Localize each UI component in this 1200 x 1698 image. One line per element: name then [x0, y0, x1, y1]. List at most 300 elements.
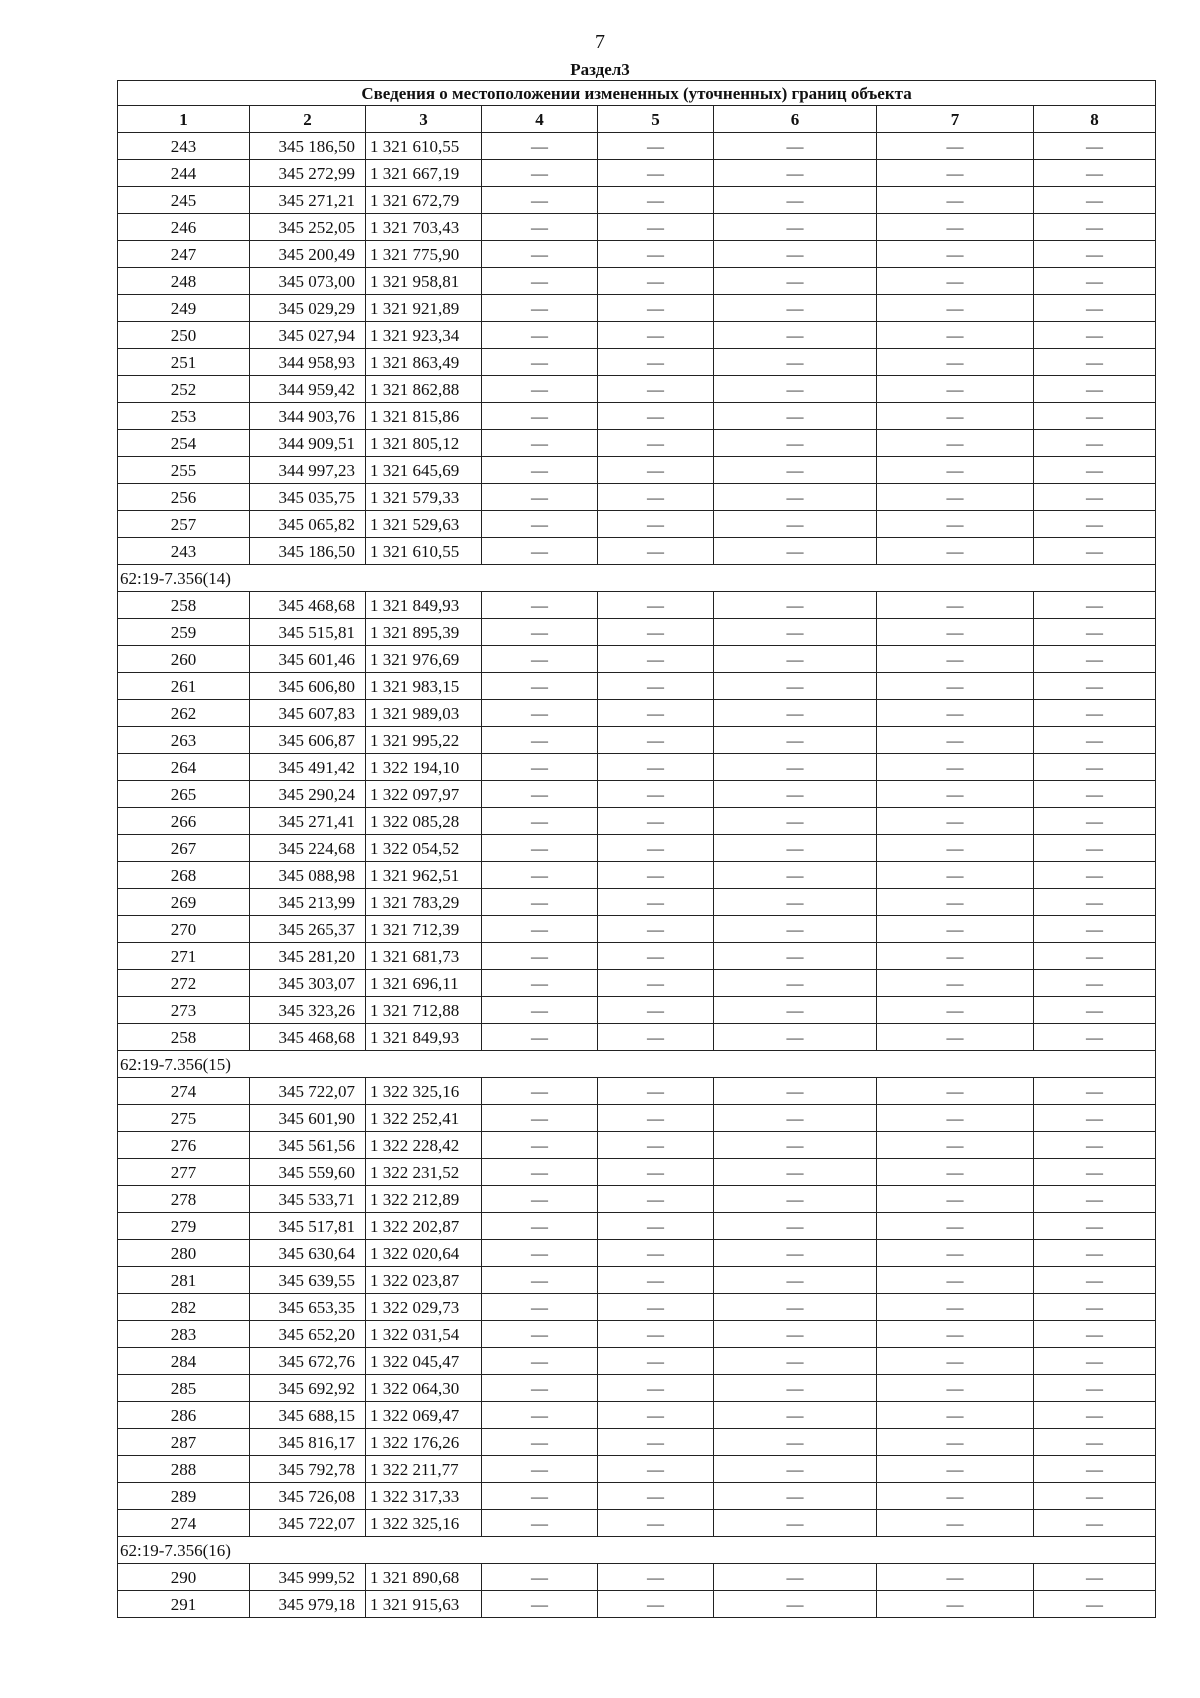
point-number-cell: 268 — [118, 862, 250, 889]
x-coordinate-cell: 345 607,83 — [250, 700, 366, 727]
point-number-cell: 258 — [118, 592, 250, 619]
y-coordinate-cell: 1 321 976,69 — [366, 646, 482, 673]
empty-value-dash: — — [877, 1294, 1034, 1321]
column-header-row — [118, 106, 1156, 133]
empty-value-dash: — — [482, 727, 598, 754]
empty-value-dash: — — [877, 997, 1034, 1024]
table-row — [118, 1186, 1156, 1213]
empty-value-dash: — — [877, 1186, 1034, 1213]
point-number-cell: 259 — [118, 619, 250, 646]
column-header: 5 — [598, 106, 714, 133]
empty-value-dash: — — [1034, 349, 1156, 376]
empty-value-dash: — — [598, 1321, 714, 1348]
empty-value-dash: — — [598, 1078, 714, 1105]
empty-value-dash: — — [877, 268, 1034, 295]
x-coordinate-cell: 345 213,99 — [250, 889, 366, 916]
empty-value-dash: — — [598, 1024, 714, 1051]
empty-value-dash: — — [877, 1159, 1034, 1186]
empty-value-dash: — — [482, 484, 598, 511]
empty-value-dash: — — [598, 862, 714, 889]
empty-value-dash: — — [482, 808, 598, 835]
empty-value-dash: — — [877, 1429, 1034, 1456]
empty-value-dash: — — [714, 592, 877, 619]
table-row — [118, 511, 1156, 538]
point-number-cell: 275 — [118, 1105, 250, 1132]
table-row — [118, 295, 1156, 322]
y-coordinate-cell: 1 321 890,68 — [366, 1564, 482, 1591]
empty-value-dash: — — [877, 970, 1034, 997]
empty-value-dash: — — [482, 1240, 598, 1267]
point-number-cell: 258 — [118, 1024, 250, 1051]
section-title: Раздел3 — [570, 60, 630, 79]
empty-value-dash: — — [877, 1348, 1034, 1375]
empty-value-dash: — — [482, 1510, 598, 1537]
table-row — [118, 1402, 1156, 1429]
empty-value-dash: — — [714, 538, 877, 565]
point-number-cell: 263 — [118, 727, 250, 754]
table-row — [118, 1240, 1156, 1267]
y-coordinate-cell: 1 322 023,87 — [366, 1267, 482, 1294]
table-row — [118, 1105, 1156, 1132]
y-coordinate-cell: 1 322 054,52 — [366, 835, 482, 862]
empty-value-dash: — — [598, 538, 714, 565]
empty-value-dash: — — [877, 295, 1034, 322]
x-coordinate-cell: 345 653,35 — [250, 1294, 366, 1321]
empty-value-dash: — — [1034, 1267, 1156, 1294]
x-coordinate-cell: 345 979,18 — [250, 1591, 366, 1618]
y-coordinate-cell: 1 322 085,28 — [366, 808, 482, 835]
empty-value-dash: — — [1034, 1186, 1156, 1213]
table-row — [118, 1294, 1156, 1321]
table-row — [118, 592, 1156, 619]
empty-value-dash: — — [1034, 1591, 1156, 1618]
empty-value-dash: — — [714, 1375, 877, 1402]
y-coordinate-cell: 1 321 862,88 — [366, 376, 482, 403]
empty-value-dash: — — [482, 1375, 598, 1402]
y-coordinate-cell: 1 322 317,33 — [366, 1483, 482, 1510]
empty-value-dash: — — [482, 1429, 598, 1456]
y-coordinate-cell: 1 322 031,54 — [366, 1321, 482, 1348]
y-coordinate-cell: 1 321 995,22 — [366, 727, 482, 754]
empty-value-dash: — — [598, 943, 714, 970]
empty-value-dash: — — [482, 943, 598, 970]
empty-value-dash: — — [714, 781, 877, 808]
empty-value-dash: — — [714, 862, 877, 889]
empty-value-dash: — — [598, 1294, 714, 1321]
empty-value-dash: — — [598, 1429, 714, 1456]
y-coordinate-cell: 1 321 783,29 — [366, 889, 482, 916]
y-coordinate-cell: 1 321 849,93 — [366, 1024, 482, 1051]
point-number-cell: 291 — [118, 1591, 250, 1618]
empty-value-dash: — — [877, 835, 1034, 862]
empty-value-dash: — — [482, 619, 598, 646]
empty-value-dash: — — [877, 1024, 1034, 1051]
empty-value-dash: — — [877, 619, 1034, 646]
table-row — [118, 727, 1156, 754]
empty-value-dash: — — [877, 646, 1034, 673]
point-number-cell: 248 — [118, 268, 250, 295]
x-coordinate-cell: 345 088,98 — [250, 862, 366, 889]
empty-value-dash: — — [482, 295, 598, 322]
y-coordinate-cell: 1 322 045,47 — [366, 1348, 482, 1375]
x-coordinate-cell: 344 959,42 — [250, 376, 366, 403]
empty-value-dash: — — [877, 1213, 1034, 1240]
empty-value-dash: — — [598, 511, 714, 538]
x-coordinate-cell: 345 999,52 — [250, 1564, 366, 1591]
empty-value-dash: — — [598, 133, 714, 160]
point-number-cell: 262 — [118, 700, 250, 727]
table-row — [118, 1591, 1156, 1618]
empty-value-dash: — — [1034, 1240, 1156, 1267]
empty-value-dash: — — [877, 1267, 1034, 1294]
empty-value-dash: — — [1034, 430, 1156, 457]
empty-value-dash: — — [482, 835, 598, 862]
x-coordinate-cell: 345 303,07 — [250, 970, 366, 997]
table-row — [118, 457, 1156, 484]
empty-value-dash: — — [877, 754, 1034, 781]
y-coordinate-cell: 1 322 176,26 — [366, 1429, 482, 1456]
empty-value-dash: — — [482, 1078, 598, 1105]
table-row — [118, 997, 1156, 1024]
y-coordinate-cell: 1 322 325,16 — [366, 1510, 482, 1537]
empty-value-dash: — — [877, 808, 1034, 835]
table-caption: Сведения о местоположении измененных (уточненных) границ объекта — [118, 81, 1156, 106]
empty-value-dash: — — [877, 943, 1034, 970]
y-coordinate-cell: 1 321 529,63 — [366, 511, 482, 538]
empty-value-dash: — — [1034, 1105, 1156, 1132]
empty-value-dash: — — [714, 1267, 877, 1294]
x-coordinate-cell: 345 271,41 — [250, 808, 366, 835]
empty-value-dash: — — [1034, 484, 1156, 511]
empty-value-dash: — — [1034, 1348, 1156, 1375]
empty-value-dash: — — [714, 1132, 877, 1159]
empty-value-dash: — — [482, 889, 598, 916]
empty-value-dash: — — [598, 1456, 714, 1483]
x-coordinate-cell: 344 909,51 — [250, 430, 366, 457]
empty-value-dash: — — [1034, 160, 1156, 187]
table-row — [118, 646, 1156, 673]
y-coordinate-cell: 1 321 775,90 — [366, 241, 482, 268]
empty-value-dash: — — [482, 268, 598, 295]
point-number-cell: 270 — [118, 916, 250, 943]
empty-value-dash: — — [877, 376, 1034, 403]
empty-value-dash: — — [714, 1105, 877, 1132]
empty-value-dash: — — [482, 322, 598, 349]
empty-value-dash: — — [598, 1483, 714, 1510]
empty-value-dash: — — [714, 349, 877, 376]
point-number-cell: 247 — [118, 241, 250, 268]
y-coordinate-cell: 1 321 923,34 — [366, 322, 482, 349]
empty-value-dash: — — [714, 511, 877, 538]
empty-value-dash: — — [598, 1105, 714, 1132]
y-coordinate-cell: 1 322 029,73 — [366, 1294, 482, 1321]
empty-value-dash: — — [1034, 1375, 1156, 1402]
empty-value-dash: — — [877, 916, 1034, 943]
table-row — [118, 1159, 1156, 1186]
point-number-cell: 280 — [118, 1240, 250, 1267]
empty-value-dash: — — [1034, 133, 1156, 160]
y-coordinate-cell: 1 321 989,03 — [366, 700, 482, 727]
y-coordinate-cell: 1 321 696,11 — [366, 970, 482, 997]
point-number-cell: 289 — [118, 1483, 250, 1510]
empty-value-dash: — — [482, 646, 598, 673]
empty-value-dash: — — [1034, 1483, 1156, 1510]
x-coordinate-cell: 345 515,81 — [250, 619, 366, 646]
empty-value-dash: — — [482, 160, 598, 187]
point-number-cell: 261 — [118, 673, 250, 700]
empty-value-dash: — — [1034, 997, 1156, 1024]
table-row — [118, 970, 1156, 997]
empty-value-dash: — — [877, 781, 1034, 808]
y-coordinate-cell: 1 321 672,79 — [366, 187, 482, 214]
empty-value-dash: — — [714, 376, 877, 403]
point-number-cell: 287 — [118, 1429, 250, 1456]
x-coordinate-cell: 345 559,60 — [250, 1159, 366, 1186]
table-row — [118, 754, 1156, 781]
table-row — [118, 1213, 1156, 1240]
point-number-cell: 244 — [118, 160, 250, 187]
x-coordinate-cell: 345 601,90 — [250, 1105, 366, 1132]
empty-value-dash: — — [714, 808, 877, 835]
x-coordinate-cell: 345 692,92 — [250, 1375, 366, 1402]
empty-value-dash: — — [598, 1213, 714, 1240]
point-number-cell: 265 — [118, 781, 250, 808]
table-row — [118, 187, 1156, 214]
empty-value-dash: — — [1034, 808, 1156, 835]
empty-value-dash: — — [482, 1402, 598, 1429]
x-coordinate-cell: 345 468,68 — [250, 1024, 366, 1051]
empty-value-dash: — — [482, 1024, 598, 1051]
x-coordinate-cell: 345 029,29 — [250, 295, 366, 322]
empty-value-dash: — — [598, 160, 714, 187]
table-row — [118, 268, 1156, 295]
empty-value-dash: — — [598, 187, 714, 214]
empty-value-dash: — — [714, 160, 877, 187]
empty-value-dash: — — [598, 808, 714, 835]
empty-value-dash: — — [598, 430, 714, 457]
empty-value-dash: — — [714, 889, 877, 916]
empty-value-dash: — — [598, 403, 714, 430]
y-coordinate-cell: 1 321 815,86 — [366, 403, 482, 430]
table-row — [118, 538, 1156, 565]
empty-value-dash: — — [598, 1267, 714, 1294]
point-number-cell: 283 — [118, 1321, 250, 1348]
y-coordinate-cell: 1 322 069,47 — [366, 1402, 482, 1429]
boundary-coordinates-table — [117, 80, 1156, 1618]
empty-value-dash: — — [598, 619, 714, 646]
point-number-cell: 277 — [118, 1159, 250, 1186]
parcel-group-row — [118, 565, 1156, 592]
x-coordinate-cell: 345 722,07 — [250, 1510, 366, 1537]
point-number-cell: 274 — [118, 1078, 250, 1105]
empty-value-dash: — — [598, 484, 714, 511]
x-coordinate-cell: 345 816,17 — [250, 1429, 366, 1456]
empty-value-dash: — — [482, 781, 598, 808]
x-coordinate-cell: 345 722,07 — [250, 1078, 366, 1105]
y-coordinate-cell: 1 321 962,51 — [366, 862, 482, 889]
column-header: 7 — [877, 106, 1034, 133]
x-coordinate-cell: 344 903,76 — [250, 403, 366, 430]
point-number-cell: 290 — [118, 1564, 250, 1591]
y-coordinate-cell: 1 321 805,12 — [366, 430, 482, 457]
point-number-cell: 256 — [118, 484, 250, 511]
point-number-cell: 264 — [118, 754, 250, 781]
table-row — [118, 619, 1156, 646]
x-coordinate-cell: 345 491,42 — [250, 754, 366, 781]
empty-value-dash: — — [714, 1510, 877, 1537]
x-coordinate-cell: 345 271,21 — [250, 187, 366, 214]
y-coordinate-cell: 1 322 211,77 — [366, 1456, 482, 1483]
empty-value-dash: — — [714, 619, 877, 646]
point-number-cell: 245 — [118, 187, 250, 214]
point-number-cell: 243 — [118, 538, 250, 565]
y-coordinate-cell: 1 322 325,16 — [366, 1078, 482, 1105]
table-row — [118, 160, 1156, 187]
empty-value-dash: — — [1034, 241, 1156, 268]
column-header: 1 — [118, 106, 250, 133]
empty-value-dash: — — [714, 268, 877, 295]
point-number-cell: 255 — [118, 457, 250, 484]
empty-value-dash: — — [714, 916, 877, 943]
empty-value-dash: — — [598, 997, 714, 1024]
point-number-cell: 253 — [118, 403, 250, 430]
empty-value-dash: — — [1034, 295, 1156, 322]
y-coordinate-cell: 1 321 921,89 — [366, 295, 482, 322]
empty-value-dash: — — [714, 1591, 877, 1618]
empty-value-dash: — — [877, 160, 1034, 187]
empty-value-dash: — — [598, 646, 714, 673]
empty-value-dash: — — [877, 1402, 1034, 1429]
empty-value-dash: — — [482, 916, 598, 943]
x-coordinate-cell: 345 252,05 — [250, 214, 366, 241]
x-coordinate-cell: 345 468,68 — [250, 592, 366, 619]
y-coordinate-cell: 1 321 958,81 — [366, 268, 482, 295]
y-coordinate-cell: 1 321 645,69 — [366, 457, 482, 484]
table-row — [118, 835, 1156, 862]
empty-value-dash: — — [1034, 1294, 1156, 1321]
table-row — [118, 484, 1156, 511]
y-coordinate-cell: 1 321 610,55 — [366, 133, 482, 160]
empty-value-dash: — — [1034, 1159, 1156, 1186]
empty-value-dash: — — [877, 889, 1034, 916]
empty-value-dash: — — [598, 889, 714, 916]
table-row — [118, 1132, 1156, 1159]
empty-value-dash: — — [1034, 1564, 1156, 1591]
x-coordinate-cell: 344 958,93 — [250, 349, 366, 376]
empty-value-dash: — — [598, 457, 714, 484]
empty-value-dash: — — [482, 1348, 598, 1375]
empty-value-dash: — — [482, 376, 598, 403]
x-coordinate-cell: 345 323,26 — [250, 997, 366, 1024]
table-row — [118, 1456, 1156, 1483]
column-header: 4 — [482, 106, 598, 133]
empty-value-dash: — — [598, 1159, 714, 1186]
empty-value-dash: — — [598, 1348, 714, 1375]
x-coordinate-cell: 344 997,23 — [250, 457, 366, 484]
table-row — [118, 349, 1156, 376]
point-number-cell: 281 — [118, 1267, 250, 1294]
x-coordinate-cell: 345 561,56 — [250, 1132, 366, 1159]
empty-value-dash: — — [1034, 673, 1156, 700]
empty-value-dash: — — [714, 835, 877, 862]
y-coordinate-cell: 1 321 681,73 — [366, 943, 482, 970]
point-number-cell: 273 — [118, 997, 250, 1024]
empty-value-dash: — — [714, 673, 877, 700]
empty-value-dash: — — [598, 1510, 714, 1537]
empty-value-dash: — — [1034, 781, 1156, 808]
empty-value-dash: — — [877, 538, 1034, 565]
table-row — [118, 430, 1156, 457]
empty-value-dash: — — [598, 727, 714, 754]
point-number-cell: 266 — [118, 808, 250, 835]
empty-value-dash: — — [1034, 943, 1156, 970]
x-coordinate-cell: 345 792,78 — [250, 1456, 366, 1483]
empty-value-dash: — — [482, 133, 598, 160]
empty-value-dash: — — [598, 1132, 714, 1159]
x-coordinate-cell: 345 186,50 — [250, 538, 366, 565]
empty-value-dash: — — [714, 241, 877, 268]
empty-value-dash: — — [714, 754, 877, 781]
empty-value-dash: — — [482, 997, 598, 1024]
empty-value-dash: — — [1034, 700, 1156, 727]
y-coordinate-cell: 1 321 895,39 — [366, 619, 482, 646]
empty-value-dash: — — [1034, 1024, 1156, 1051]
empty-value-dash: — — [482, 592, 598, 619]
y-coordinate-cell: 1 322 212,89 — [366, 1186, 482, 1213]
table-row — [118, 1483, 1156, 1510]
empty-value-dash: — — [877, 1591, 1034, 1618]
point-number-cell: 278 — [118, 1186, 250, 1213]
point-number-cell: 251 — [118, 349, 250, 376]
parcel-group-label: 62:19-7.356(15) — [118, 1051, 1156, 1078]
table-row — [118, 322, 1156, 349]
table-row — [118, 1321, 1156, 1348]
point-number-cell: 279 — [118, 1213, 250, 1240]
x-coordinate-cell: 345 630,64 — [250, 1240, 366, 1267]
empty-value-dash: — — [1034, 862, 1156, 889]
column-header: 6 — [714, 106, 877, 133]
empty-value-dash: — — [1034, 376, 1156, 403]
empty-value-dash: — — [482, 214, 598, 241]
table-row — [118, 1510, 1156, 1537]
empty-value-dash: — — [877, 214, 1034, 241]
empty-value-dash: — — [482, 1186, 598, 1213]
empty-value-dash: — — [482, 1132, 598, 1159]
empty-value-dash: — — [877, 1078, 1034, 1105]
empty-value-dash: — — [482, 1294, 598, 1321]
y-coordinate-cell: 1 321 915,63 — [366, 1591, 482, 1618]
x-coordinate-cell: 345 639,55 — [250, 1267, 366, 1294]
y-coordinate-cell: 1 321 712,39 — [366, 916, 482, 943]
x-coordinate-cell: 345 035,75 — [250, 484, 366, 511]
point-number-cell: 257 — [118, 511, 250, 538]
x-coordinate-cell: 345 606,80 — [250, 673, 366, 700]
empty-value-dash: — — [482, 1105, 598, 1132]
empty-value-dash: — — [877, 484, 1034, 511]
y-coordinate-cell: 1 321 703,43 — [366, 214, 482, 241]
empty-value-dash: — — [877, 862, 1034, 889]
empty-value-dash: — — [877, 187, 1034, 214]
table-row — [118, 943, 1156, 970]
empty-value-dash: — — [877, 1510, 1034, 1537]
empty-value-dash: — — [714, 214, 877, 241]
empty-value-dash: — — [482, 403, 598, 430]
empty-value-dash: — — [714, 322, 877, 349]
empty-value-dash: — — [482, 1483, 598, 1510]
empty-value-dash: — — [482, 1213, 598, 1240]
table-row — [118, 403, 1156, 430]
point-number-cell: 267 — [118, 835, 250, 862]
